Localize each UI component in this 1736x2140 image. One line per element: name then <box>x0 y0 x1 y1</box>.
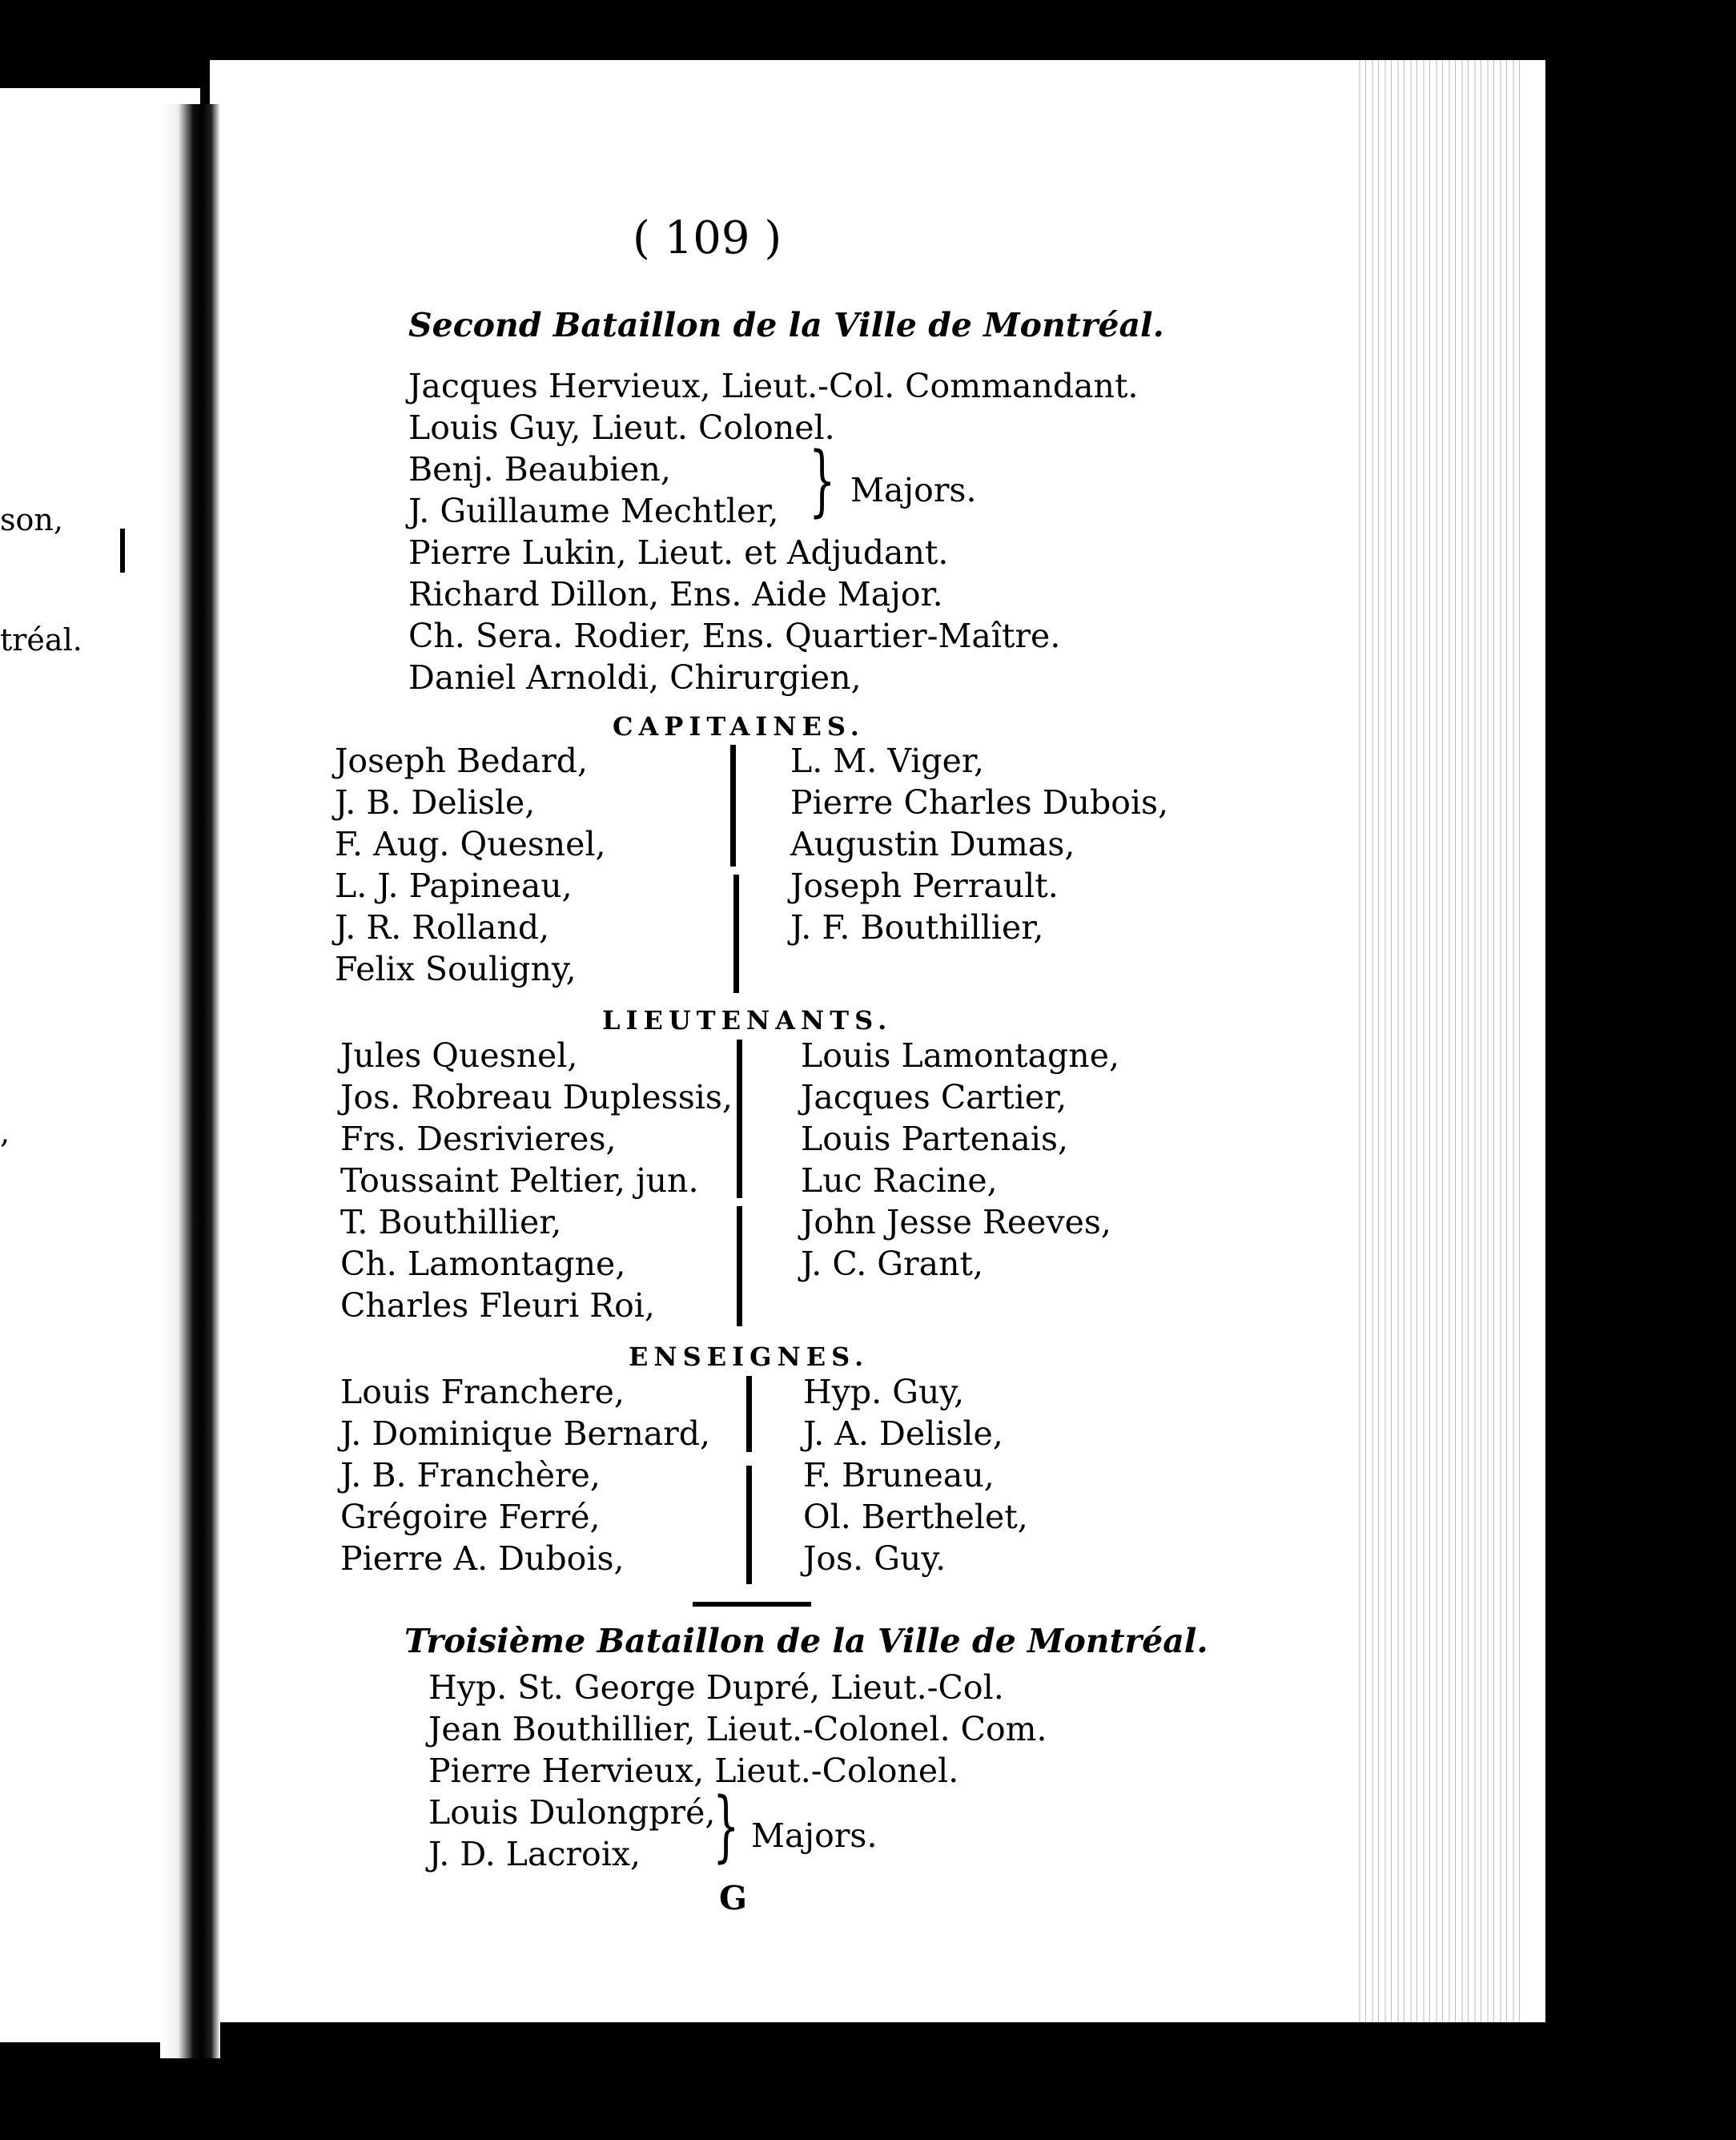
column-divider <box>737 1206 742 1326</box>
capitaine-name: Joseph Bedard, <box>335 742 589 780</box>
officer-line: Ch. Sera. Rodier, Ens. Quartier-Maître. <box>408 617 1061 655</box>
capitaine-name: L. M. Viger, <box>790 742 984 780</box>
capitaine-name: J. F. Bouthillier, <box>790 908 1044 947</box>
lieutenants-heading: LIEUTENANTS. <box>602 1005 893 1036</box>
enseigne-name: Pierre A. Dubois, <box>340 1539 625 1578</box>
capitaine-name: L. J. Papineau, <box>335 867 573 905</box>
column-divider <box>746 1466 752 1584</box>
officer-line: Jean Bouthillier, Lieut.-Colonel. Com. <box>428 1710 1047 1748</box>
page-edge <box>1353 60 1525 2022</box>
lieutenant-name: J. C. Grant, <box>801 1245 984 1283</box>
signature-mark: G <box>719 1879 748 1917</box>
officer-line: Benj. Beaubien, <box>408 450 671 489</box>
lieutenant-name: Jos. Robreau Duplessis, <box>340 1078 733 1116</box>
lieutenant-name: Louis Partenais, <box>801 1120 1069 1158</box>
officer-line: Louis Dulongpré, <box>428 1793 716 1832</box>
section-title: Second Bataillon de la Ville de Montréal. <box>408 306 1164 344</box>
capitaine-name: J. R. Rolland, <box>335 908 550 947</box>
capitaine-name: J. B. Delisle, <box>335 783 536 822</box>
majors-label: Majors. <box>751 1816 878 1855</box>
capitaines-heading: CAPITAINES. <box>613 711 865 742</box>
officer-line: Pierre Hervieux, Lieut.-Colonel. <box>428 1752 959 1790</box>
lieutenant-name: Toussaint Peltier, jun. <box>340 1161 699 1200</box>
enseigne-name: J. Dominique Bernard, <box>340 1414 711 1453</box>
brace-icon: } <box>713 1781 740 1871</box>
officer-line: Jacques Hervieux, Lieut.-Col. Commandant. <box>408 367 1139 405</box>
officer-line: Louis Guy, Lieut. Colonel. <box>408 408 835 447</box>
lieutenant-name: Charles Fleuri Roi, <box>340 1286 655 1325</box>
brace-icon: } <box>809 436 836 525</box>
lieutenant-name: Luc Racine, <box>801 1161 998 1200</box>
lieutenant-name: Louis Lamontagne, <box>801 1036 1120 1075</box>
book-gutter <box>160 104 220 2058</box>
enseigne-name: Louis Franchere, <box>340 1373 625 1411</box>
column-divider <box>737 1040 742 1198</box>
enseigne-name: J. B. Franchère, <box>340 1456 601 1494</box>
left-fragment-2: tréal. <box>0 622 82 658</box>
lieutenant-name: Ch. Lamontagne, <box>340 1245 626 1283</box>
page-number: ( 109 ) <box>633 212 782 264</box>
capitaine-name: F. Aug. Quesnel, <box>335 825 606 863</box>
officer-line: Daniel Arnoldi, Chirurgien, <box>408 658 862 697</box>
enseigne-name: F. Bruneau, <box>803 1456 995 1494</box>
enseigne-name: Hyp. Guy, <box>803 1373 965 1411</box>
section-title: Troisième Bataillon de la Ville de Montréal. <box>404 1622 1208 1660</box>
capitaine-name: Pierre Charles Dubois, <box>790 783 1169 822</box>
majors-label: Majors. <box>850 471 977 509</box>
officer-line: Pierre Lukin, Lieut. et Adjudant. <box>408 533 949 572</box>
section-rule <box>693 1602 811 1607</box>
enseigne-name: Grégoire Ferré, <box>340 1498 601 1536</box>
lieutenant-name: Jacques Cartier, <box>801 1078 1067 1116</box>
column-divider <box>733 875 739 993</box>
lieutenant-name: Frs. Desrivieres, <box>340 1120 617 1158</box>
column-divider <box>730 745 736 867</box>
capitaine-name: Felix Souligny, <box>335 950 577 988</box>
column-divider <box>746 1376 752 1452</box>
lieutenant-name: T. Bouthillier, <box>340 1203 562 1241</box>
left-fragment-3: , <box>0 1115 10 1150</box>
lieutenant-name: Jules Quesnel, <box>340 1036 578 1075</box>
officer-line: J. Guillaume Mechtler, <box>408 492 779 530</box>
officer-line: Hyp. St. George Dupré, Lieut.-Col. <box>428 1668 1004 1707</box>
enseigne-name: J. A. Delisle, <box>803 1414 1003 1453</box>
left-fragment-1: son, <box>0 502 63 537</box>
officer-line: J. D. Lacroix, <box>428 1835 641 1873</box>
capitaine-name: Joseph Perrault. <box>790 867 1059 905</box>
lieutenant-name: John Jesse Reeves, <box>801 1203 1111 1241</box>
capitaine-name: Augustin Dumas, <box>790 825 1075 863</box>
enseignes-heading: ENSEIGNES. <box>629 1342 870 1372</box>
enseigne-name: Jos. Guy. <box>803 1539 946 1578</box>
ink-mark <box>120 529 125 573</box>
officer-line: Richard Dillon, Ens. Aide Major. <box>408 575 943 613</box>
enseigne-name: Ol. Berthelet, <box>803 1498 1028 1536</box>
